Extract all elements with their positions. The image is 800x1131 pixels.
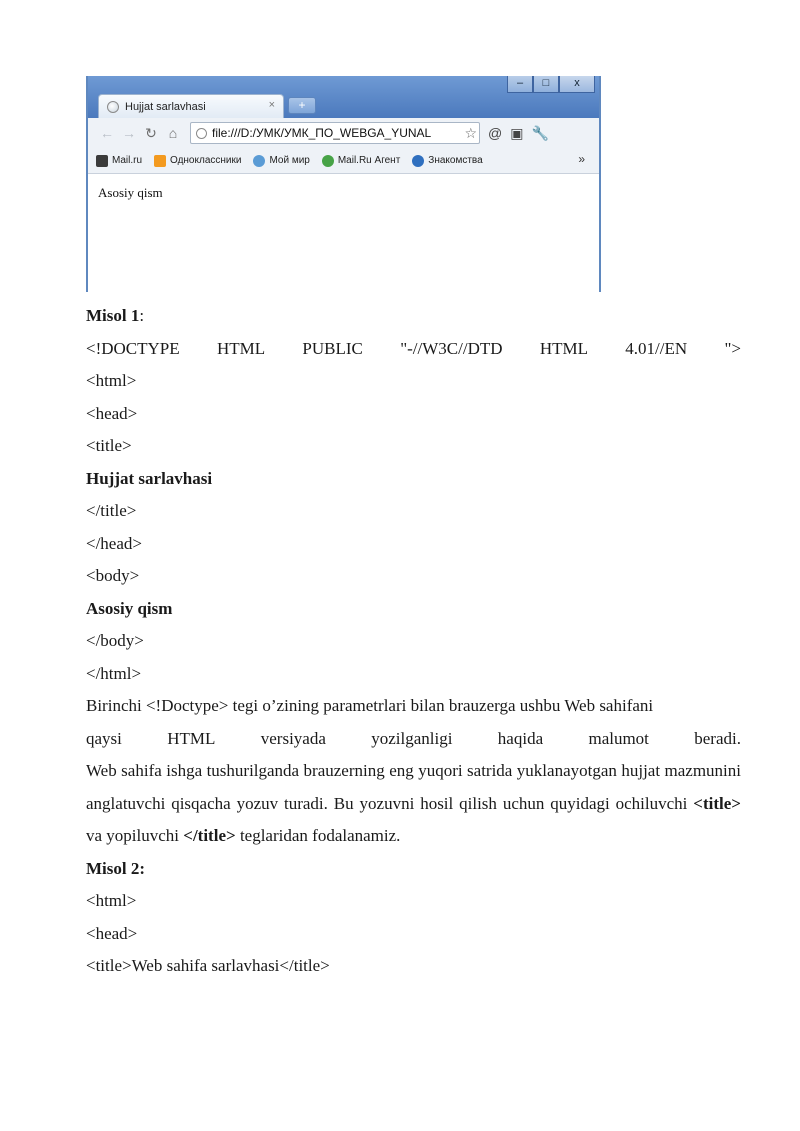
word: beradi. bbox=[694, 728, 741, 748]
word: versiyada bbox=[260, 728, 326, 748]
paragraph-2 bbox=[86, 755, 741, 853]
code-line: <title> bbox=[86, 436, 132, 455]
browser-toolbar bbox=[88, 118, 599, 148]
code-line-body-text: Asosiy qism bbox=[86, 598, 173, 618]
code-line: <html> bbox=[86, 891, 137, 910]
code-line: </head> bbox=[86, 533, 142, 553]
inline-code-close-title: </title> bbox=[183, 826, 236, 845]
example-1-heading bbox=[86, 300, 741, 333]
word: haqida bbox=[497, 728, 544, 748]
bookmarks-bar bbox=[88, 148, 599, 174]
mailru-icon bbox=[96, 155, 108, 167]
browser-titlebar bbox=[88, 76, 599, 118]
browser-screenshot bbox=[86, 76, 601, 292]
code-line: <head> bbox=[86, 403, 138, 423]
bookmark-label: Mail.ru bbox=[112, 155, 143, 166]
code-token: "-//W3C//DTD bbox=[400, 338, 503, 358]
paragraph-text: va yopiluvchi bbox=[86, 826, 184, 845]
inline-code-open-title: <title> bbox=[693, 793, 741, 813]
tab-close-icon[interactable]: × bbox=[268, 99, 275, 111]
address-url[interactable]: file:///D:/УМК/УМК_ПО_WEBGA_YUNAL bbox=[212, 126, 432, 140]
rendered-body-text: Asosiy qism bbox=[98, 185, 163, 200]
home-icon[interactable]: ⌂ bbox=[168, 125, 178, 141]
paragraph-1-line-1: Birinchi <!Doctype> tegi o’zining parametrlari bilan brauzerga ushbu Web sahifani bbox=[86, 696, 654, 715]
doctype-line bbox=[86, 333, 741, 366]
maximize-button[interactable]: □ bbox=[533, 76, 559, 93]
code-line: <title>Web sahifa sarlavhasi</title> bbox=[86, 956, 330, 975]
tab-title: Hujjat sarlavhasi bbox=[125, 100, 206, 113]
example-2-heading: Misol 2: bbox=[86, 858, 146, 878]
word: qaysi bbox=[86, 728, 122, 748]
code-token: 4.01//EN bbox=[625, 338, 688, 358]
paragraph-1-line-2 bbox=[86, 723, 741, 756]
code-line-title-text: Hujjat sarlavhasi bbox=[86, 468, 213, 488]
code-line: <html> bbox=[86, 371, 137, 390]
bookmark-item[interactable] bbox=[154, 155, 241, 167]
bookmark-item[interactable] bbox=[322, 155, 400, 167]
bookmark-label: Одноклассники bbox=[170, 155, 242, 166]
code-line: <head> bbox=[86, 923, 138, 943]
toolbar-extensions bbox=[488, 125, 549, 142]
word: malumot bbox=[588, 728, 649, 748]
mailru-agent-icon bbox=[322, 155, 334, 167]
code-line: <body> bbox=[86, 566, 140, 585]
mail-at-icon[interactable]: @ bbox=[488, 124, 503, 141]
page-info-icon[interactable] bbox=[196, 128, 207, 139]
code-token: HTML bbox=[216, 338, 266, 358]
example-colon: : bbox=[139, 306, 145, 325]
bookmark-item[interactable] bbox=[253, 155, 309, 167]
bookmark-label: Мой мир bbox=[269, 155, 310, 166]
bookmark-item[interactable] bbox=[96, 155, 142, 167]
moi-mir-icon bbox=[253, 155, 265, 167]
code-token: "> bbox=[724, 338, 741, 358]
word: HTML bbox=[167, 728, 216, 748]
extension-icon[interactable]: ▣ bbox=[510, 124, 524, 141]
back-arrow-icon[interactable]: ← bbox=[100, 125, 114, 141]
browser-viewport bbox=[88, 174, 599, 212]
odnoklassniki-icon bbox=[154, 155, 166, 167]
reload-icon[interactable]: ↻ bbox=[145, 124, 157, 141]
paragraph-text: teglaridan fodalanamiz. bbox=[235, 826, 401, 845]
bookmark-star-icon[interactable]: ☆ bbox=[464, 124, 477, 141]
browser-tab[interactable] bbox=[98, 94, 284, 118]
minimize-button[interactable]: – bbox=[507, 76, 533, 93]
window-controls bbox=[507, 76, 595, 93]
forward-arrow-icon[interactable]: → bbox=[122, 125, 136, 141]
bookmarks-overflow-icon[interactable]: » bbox=[578, 152, 585, 166]
code-token: HTML bbox=[539, 338, 588, 358]
code-token: PUBLIC bbox=[302, 338, 363, 358]
example-label: Misol 1 bbox=[86, 306, 140, 325]
word: yozilganligi bbox=[371, 728, 453, 748]
bookmark-item[interactable] bbox=[412, 155, 482, 167]
code-line: </body> bbox=[86, 631, 144, 650]
znakomstva-icon bbox=[412, 155, 424, 167]
bookmark-label: Mail.Ru Агент bbox=[337, 155, 401, 166]
page-favicon-icon bbox=[107, 101, 119, 113]
close-window-button[interactable]: x bbox=[559, 76, 595, 93]
code-token: <!DOCTYPE bbox=[86, 338, 180, 358]
new-tab-button[interactable]: + bbox=[288, 97, 316, 114]
wrench-menu-icon[interactable]: 🔧 bbox=[531, 124, 549, 141]
address-bar[interactable] bbox=[190, 122, 480, 144]
document-content bbox=[86, 300, 741, 983]
bookmark-label: Знакомства bbox=[428, 155, 483, 166]
code-line: </title> bbox=[86, 501, 137, 520]
paragraph-text: Web sahifa ishga tushurilganda brauzerning eng yuqori satrida yuklanayotgan hujjat mazmunini anglatuvchi qisqacha yozuv turadi. Bu yozuvni hosil qilish uchun quyidagi ochiluvchi bbox=[86, 761, 741, 813]
code-line: </html> bbox=[86, 663, 142, 683]
